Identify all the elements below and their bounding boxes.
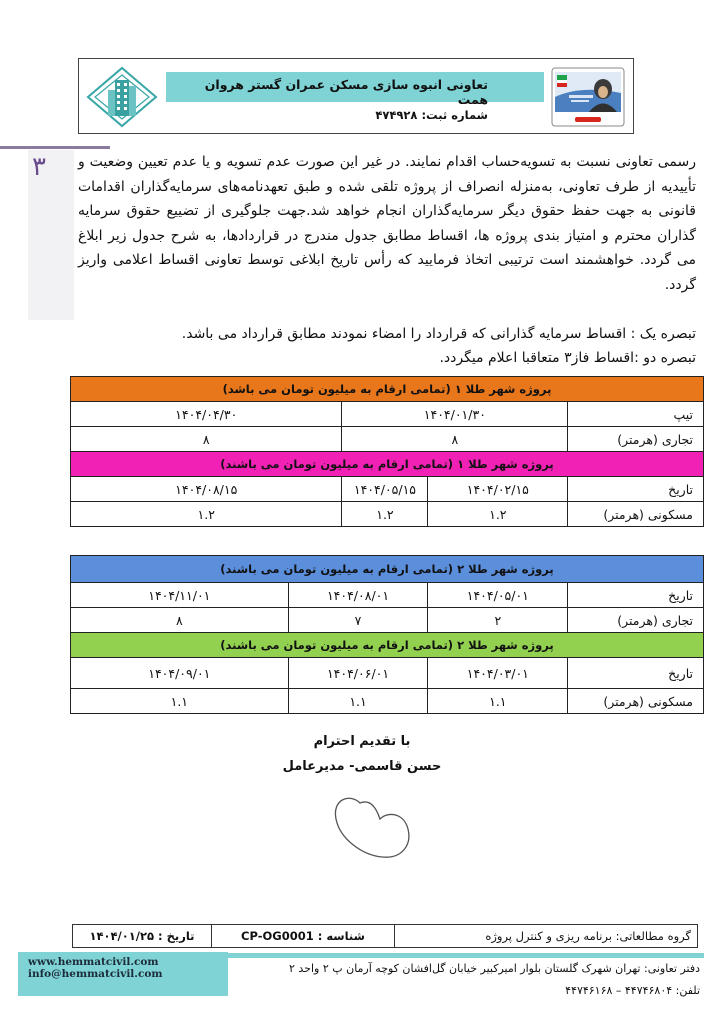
page-number: ۳ xyxy=(32,152,46,182)
commercial-label: تجاری (هرمتر) xyxy=(568,427,704,452)
body-paragraph-block xyxy=(78,150,696,298)
type-label: تیپ xyxy=(568,402,704,427)
table-cell: ۱۴۰۴/۰۵/۰۱ xyxy=(428,583,568,608)
table-cell: ۸ xyxy=(71,427,342,452)
table-cell: ۱۴۰۴/۰۳/۰۱ xyxy=(428,658,568,689)
table-cell: ۱.۲ xyxy=(428,502,568,527)
table-cell: ۱۴۰۴/۱۱/۰۱ xyxy=(71,583,289,608)
table-cell: ۱۴۰۴/۰۲/۱۵ xyxy=(428,477,568,502)
installment-table-1 xyxy=(70,376,704,527)
table-1-residential-header: پروژه شهر طلا ۱ (تمامی ارقام به میلیون تومان می باشند) xyxy=(71,452,704,477)
table-cell: ۸ xyxy=(71,608,289,633)
footer-info-table xyxy=(72,924,698,948)
date-label: تاریخ xyxy=(568,583,704,608)
table-cell: ۱۴۰۴/۰۸/۰۱ xyxy=(288,583,428,608)
note-one: تبصره یک : اقساط سرمایه گذارانی که قرارداد را امضاء نمودند مطابق قرارداد می باشد. xyxy=(181,326,696,342)
table-cell: ۱.۱ xyxy=(428,689,568,714)
table-cell: ۱.۲ xyxy=(342,502,428,527)
table-cell: ۱.۲ xyxy=(71,502,342,527)
handwritten-signature xyxy=(322,785,422,865)
table-cell: ۱۴۰۴/۰۸/۱۵ xyxy=(71,477,342,502)
footer-id: شناسه : CP-OG0001 xyxy=(212,925,395,948)
residential-label: مسکونی (هرمتر) xyxy=(568,502,704,527)
table-cell: ۱۴۰۴/۰۶/۰۱ xyxy=(288,658,428,689)
email-link[interactable]: info@hemmatcivil.com xyxy=(28,968,163,980)
portrait-banner-logo xyxy=(551,67,625,127)
table-cell: ۱۴۰۴/۰۱/۳۰ xyxy=(342,402,568,427)
note-two: تبصره دو :اقساط فاز۳ متعاقبا اعلام میگردد. xyxy=(439,350,696,366)
signatory-name: حسن قاسمی- مدیرعامل xyxy=(282,759,442,774)
header-rule xyxy=(0,146,110,149)
table-cell: ۲ xyxy=(428,608,568,633)
footer-phone: تلفن: ۴۴۷۴۶۸۰۴ – ۴۴۷۴۶۱۶۸ xyxy=(565,984,700,997)
table-1-commercial-header: پروژه شهر طلا ۱ (تمامی ارقام به میلیون تومان می باشد) xyxy=(71,377,704,402)
table-cell: ۷ xyxy=(288,608,428,633)
registration-number: شماره ثبت: ۴۷۴۹۲۸ xyxy=(375,108,488,122)
installment-table-2 xyxy=(70,555,704,714)
body-paragraph: رسمی تعاونی نسبت به تسویه‌حساب اقدام نمایند. در غیر این صورت عدم تسویه و یا عدم تعیین وضعیت و تأییدیه از طرف تعاونی، به‌منزله انصراف از پروژه تلقی شده و طبق تعهدنامه‌های سرمایه‌گذاران اقدامات قانونی به جهت حفظ حقوق دیگر سرمایه‌گذاران انجام خواهد شد.جهت جلوگیری از تضییع حقوق سرمایه گذاران محترم و امتیاز بندی پروژه ها، اقساط مطابق جدول مندرج در قراردادها، به شرح جدول زیر ابلاغ می گردد. خواهشمند است ترتیبی اتخاذ فرمایید که رأس تاریخ ابلاغی توسط تعاونی اقساط اعلامی واریز گردد. xyxy=(78,154,696,293)
table-2-residential-header: پروژه شهر طلا ۲ (تمامی ارقام به میلیون تومان می باشند) xyxy=(71,633,704,658)
page-number-tab xyxy=(28,150,74,320)
closing-greeting: با تقدیم احترام xyxy=(313,734,411,749)
website-link[interactable]: www.hemmatcivil.com xyxy=(28,956,159,968)
footer-date: تاریخ : ۱۴۰۴/۰۱/۲۵ xyxy=(73,925,212,948)
residential-label: مسکونی (هرمتر) xyxy=(568,689,704,714)
date-label: تاریخ xyxy=(568,658,704,689)
footer-band xyxy=(228,953,704,958)
table-cell: ۱.۱ xyxy=(288,689,428,714)
footer-group: گروه مطالعاتی: برنامه ریزی و کنترل پروژه xyxy=(395,925,698,948)
footer-address: دفتر تعاونی: تهران شهرک گلستان بلوار امیرکبیر خیابان گل‌افشان کوچه آرمان پ ۲ واحد ۲ xyxy=(288,962,700,975)
building-logo xyxy=(86,66,158,128)
commercial-label: تجاری (هرمتر) xyxy=(568,608,704,633)
table-cell: ۱۴۰۴/۰۵/۱۵ xyxy=(342,477,428,502)
table-cell: ۱۴۰۴/۰۴/۳۰ xyxy=(71,402,342,427)
table-cell: ۱۴۰۴/۰۹/۰۱ xyxy=(71,658,289,689)
table-2-commercial-header: پروژه شهر طلا ۲ (تمامی ارقام به میلیون تومان می باشند) xyxy=(71,556,704,583)
table-cell: ۸ xyxy=(342,427,568,452)
table-cell: ۱.۱ xyxy=(71,689,289,714)
date-label: تاریخ xyxy=(568,477,704,502)
page-title: تعاونی انبوه سازی مسکن عمران گستر هروان همت xyxy=(204,77,488,107)
footer-contact-band xyxy=(18,952,228,996)
